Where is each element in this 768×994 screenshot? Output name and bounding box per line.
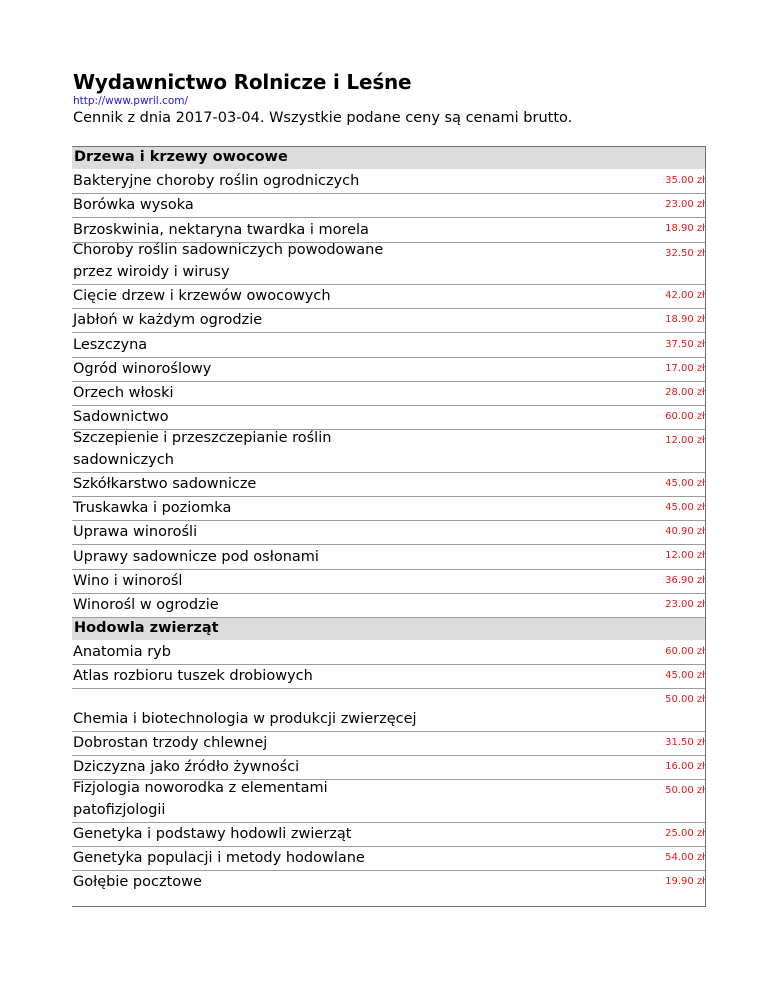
category-header: Drzewa i krzewy owocowe xyxy=(72,147,705,169)
book-title: Gołębie pocztowe xyxy=(73,874,202,891)
price-list-subtitle: Cennik z dnia 2017-03-04. Wszystkie podane ceny są cenami brutto. xyxy=(73,110,573,126)
table-row xyxy=(72,334,705,358)
table-row xyxy=(72,243,705,286)
table-row xyxy=(72,194,705,218)
book-title: Ogród winoroślowy xyxy=(73,360,212,377)
book-price: 45.00 zł xyxy=(665,477,705,489)
table-row xyxy=(72,358,705,382)
book-title: Jabłoń w każdym ogrodzie xyxy=(73,312,263,329)
table-row xyxy=(72,521,705,545)
page-title: Wydawnictwo Rolnicze i Leśne xyxy=(73,70,412,94)
book-title: Szkółkarstwo sadownicze xyxy=(73,475,257,492)
book-price: 45.00 zł xyxy=(665,670,705,682)
table-row xyxy=(72,430,705,473)
book-title: Dobrostan trzody chlewnej xyxy=(73,735,268,752)
book-price: 23.00 zł xyxy=(665,199,705,211)
table-row xyxy=(72,594,705,618)
table-row xyxy=(72,309,705,333)
book-title: Szczepienie i przeszczepianie roślin sadowniczych xyxy=(73,429,332,468)
book-price: 19.90 zł xyxy=(665,876,705,888)
table-row xyxy=(72,847,705,871)
table-row xyxy=(72,285,705,309)
book-title: Leszczyna xyxy=(73,336,148,353)
table-row xyxy=(72,545,705,569)
book-price: 18.90 zł xyxy=(665,314,705,326)
book-price: 50.00 zł xyxy=(665,785,705,797)
table-row xyxy=(72,497,705,521)
book-title: Genetyka i podstawy hodowli zwierząt xyxy=(73,825,352,842)
book-title: Atlas rozbioru tuszek drobiowych xyxy=(73,668,313,685)
book-title: Wino i winorośl xyxy=(73,572,183,589)
book-price: 23.00 zł xyxy=(665,598,705,610)
book-title: Bakteryjne choroby roślin ogrodniczych xyxy=(73,173,360,190)
book-price: 54.00 zł xyxy=(665,852,705,863)
table-row xyxy=(72,780,705,823)
book-title: Sadownictwo xyxy=(73,409,169,426)
book-title: Fizjologia noworodka z elementami patofizjologii xyxy=(73,779,328,818)
book-title: Cięcie drzew i krzewów owocowych xyxy=(73,288,331,305)
book-title: Uprawa winorośli xyxy=(73,524,198,541)
book-price: 12.00 zł xyxy=(665,550,705,562)
book-price: 17.00 zł xyxy=(665,362,705,374)
book-price: 12.00 zł xyxy=(665,435,705,447)
book-price: 40.90 zł xyxy=(665,526,705,538)
book-price: 37.50 zł xyxy=(665,338,705,350)
book-price: 50.00 zł xyxy=(665,694,705,706)
table-row xyxy=(72,170,705,194)
book-title: Brzoskwinia, nektaryna twardka i morela xyxy=(73,221,369,238)
table-row xyxy=(72,689,705,732)
book-price: 32.50 zł xyxy=(665,247,705,259)
publisher-link[interactable]: http://www.pwril.com/ xyxy=(73,95,189,107)
book-price: 31.50 zł xyxy=(665,736,705,748)
book-price: 28.00 zł xyxy=(665,386,705,398)
book-price: 42.00 zł xyxy=(665,290,705,302)
table-row xyxy=(72,871,705,894)
book-price: 60.00 zł xyxy=(665,646,705,657)
table-row xyxy=(72,641,705,665)
category-header: Hodowla zwierząt xyxy=(72,618,705,640)
table-row xyxy=(72,473,705,497)
book-title: Orzech włoski xyxy=(73,385,174,402)
book-title: Chemia i biotechnologia w produkcji zwierzęcej xyxy=(73,710,417,727)
book-price: 18.90 zł xyxy=(665,223,705,235)
book-title: Choroby roślin sadowniczych powodowane przez wiroidy i wirusy xyxy=(73,242,384,281)
book-price: 36.90 zł xyxy=(665,574,705,586)
table-row xyxy=(72,665,705,689)
book-title: Winorośl w ogrodzie xyxy=(73,596,219,613)
book-price: 45.00 zł xyxy=(665,502,705,513)
book-price: 60.00 zł xyxy=(665,411,705,423)
book-title: Genetyka populacji i metody hodowlane xyxy=(73,850,365,867)
book-title: Dziczyzna jako źródło żywności xyxy=(73,759,300,776)
price-table xyxy=(72,146,706,907)
book-title: Anatomia ryb xyxy=(73,644,171,661)
book-title: Uprawy sadownicze pod osłonami xyxy=(73,548,319,565)
book-title: Borówka wysoka xyxy=(73,197,194,214)
book-price: 16.00 zł xyxy=(665,761,705,773)
table-row xyxy=(72,823,705,847)
table-row xyxy=(72,570,705,594)
book-price: 25.00 zł xyxy=(665,827,705,839)
book-title: Truskawka i poziomka xyxy=(73,500,232,517)
book-price: 35.00 zł xyxy=(665,175,705,186)
table-row xyxy=(72,382,705,406)
table-row xyxy=(72,732,705,756)
